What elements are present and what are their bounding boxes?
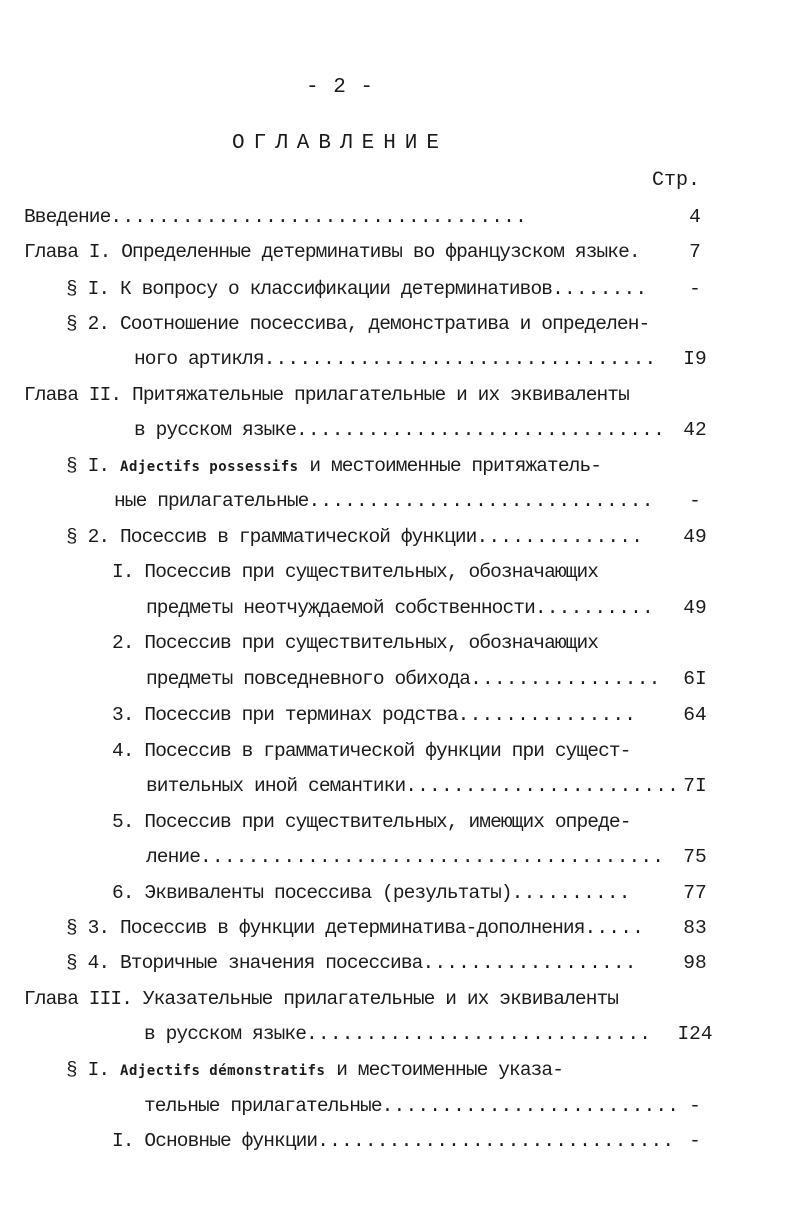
toc-entry-subsection: I. Основные функции.............................. — [112, 1130, 675, 1152]
toc-page-number: 98 — [683, 952, 707, 974]
toc-entry-continuation: ные прилагательные............................. — [114, 490, 654, 512]
toc-page-number: 75 — [683, 846, 707, 868]
page-column-header: Стр. — [652, 169, 701, 192]
toc-entry-subsection: 6. Эквиваленты посессива (результаты).......... — [112, 882, 631, 904]
toc-page-number: 83 — [683, 917, 707, 939]
toc-page-number: - — [689, 1095, 701, 1117]
toc-entry-chapter-1: Глава I. Определенные детерминативы во французском языке. — [24, 241, 640, 263]
toc-entry-continuation: в русском языке............................. — [144, 1023, 652, 1045]
latin-term: Adjectifs possessifs — [120, 459, 299, 475]
toc-entry-chapter-3: Глава III. Указательные прилагательные и их эквиваленты — [24, 988, 619, 1010]
toc-entry-introduction: Введение................................... — [24, 206, 527, 228]
toc-entry-continuation: вительных иной семантики....................... — [146, 775, 679, 797]
toc-page-number: I24 — [677, 1023, 713, 1045]
page-number: - 2 - — [305, 76, 374, 99]
toc-page-number: 64 — [683, 704, 707, 726]
toc-entry-continuation: предметы повседневного обихода................ — [146, 668, 661, 690]
toc-page-number: - — [689, 1130, 701, 1152]
toc-page-number: - — [689, 490, 701, 512]
latin-term: Adjectifs démonstratifs — [120, 1063, 326, 1079]
toc-entry-section: § 2. Посессив в грамматической функции.............. — [66, 526, 644, 548]
toc-entry-continuation: предметы неотчуждаемой собственности.......... — [146, 597, 654, 619]
toc-entry-chapter-2: Глава II. Притяжательные прилагательные и их эквиваленты — [24, 384, 629, 406]
toc-page-number: 6I — [683, 668, 707, 690]
toc-page-number: I9 — [683, 348, 707, 370]
toc-entry-continuation: ление....................................... — [146, 846, 665, 868]
toc-entry-section: § I. Adjectifs démonstratifs и местоименные указа- — [66, 1059, 564, 1081]
toc-entry-subsection: 2. Посессив при существительных, обозначающих — [112, 632, 599, 654]
toc-entry-subsection: I. Посессив при существительных, обозначающих — [112, 561, 599, 583]
page-title: ОГЛАВЛЕНИЕ — [231, 132, 449, 155]
toc-page-number: - — [689, 278, 701, 300]
toc-page-number: 49 — [683, 597, 707, 619]
toc-entry-section: § 4. Вторичные значения посессива.................. — [66, 952, 637, 974]
toc-page-number: 49 — [683, 526, 707, 548]
toc-page-number: 77 — [683, 882, 707, 904]
toc-page-number: 42 — [683, 419, 707, 441]
toc-entry-section: § I. К вопросу о классификации детерминативов........ — [66, 278, 648, 300]
toc-page-number: 7I — [683, 775, 707, 797]
toc-entry-subsection: 5. Посессив при существительных, имеющих опреде- — [112, 811, 631, 833]
toc-page-number: 4 — [689, 206, 701, 228]
toc-entry-continuation: в русском языке............................... — [134, 419, 665, 441]
toc-entry-subsection: 3. Посессив при терминах родства............... — [112, 704, 637, 726]
toc-page-number: 7 — [689, 241, 701, 263]
toc-entry-section: § I. Adjectifs possessifs и местоименные притяжатель- — [66, 455, 602, 477]
toc-entry-section: § 2. Соотношение посессива, демонстратива и определен- — [66, 313, 650, 335]
toc-entry-section: § 3. Посессив в функции детерминатива-дополнения..... — [66, 917, 645, 939]
toc-entry-continuation: ного артикля................................. — [134, 348, 657, 370]
toc-entry-continuation: тельные прилагательные......................... — [144, 1095, 680, 1117]
toc-entry-subsection: 4. Посессив в грамматической функции при сущест- — [112, 740, 631, 762]
